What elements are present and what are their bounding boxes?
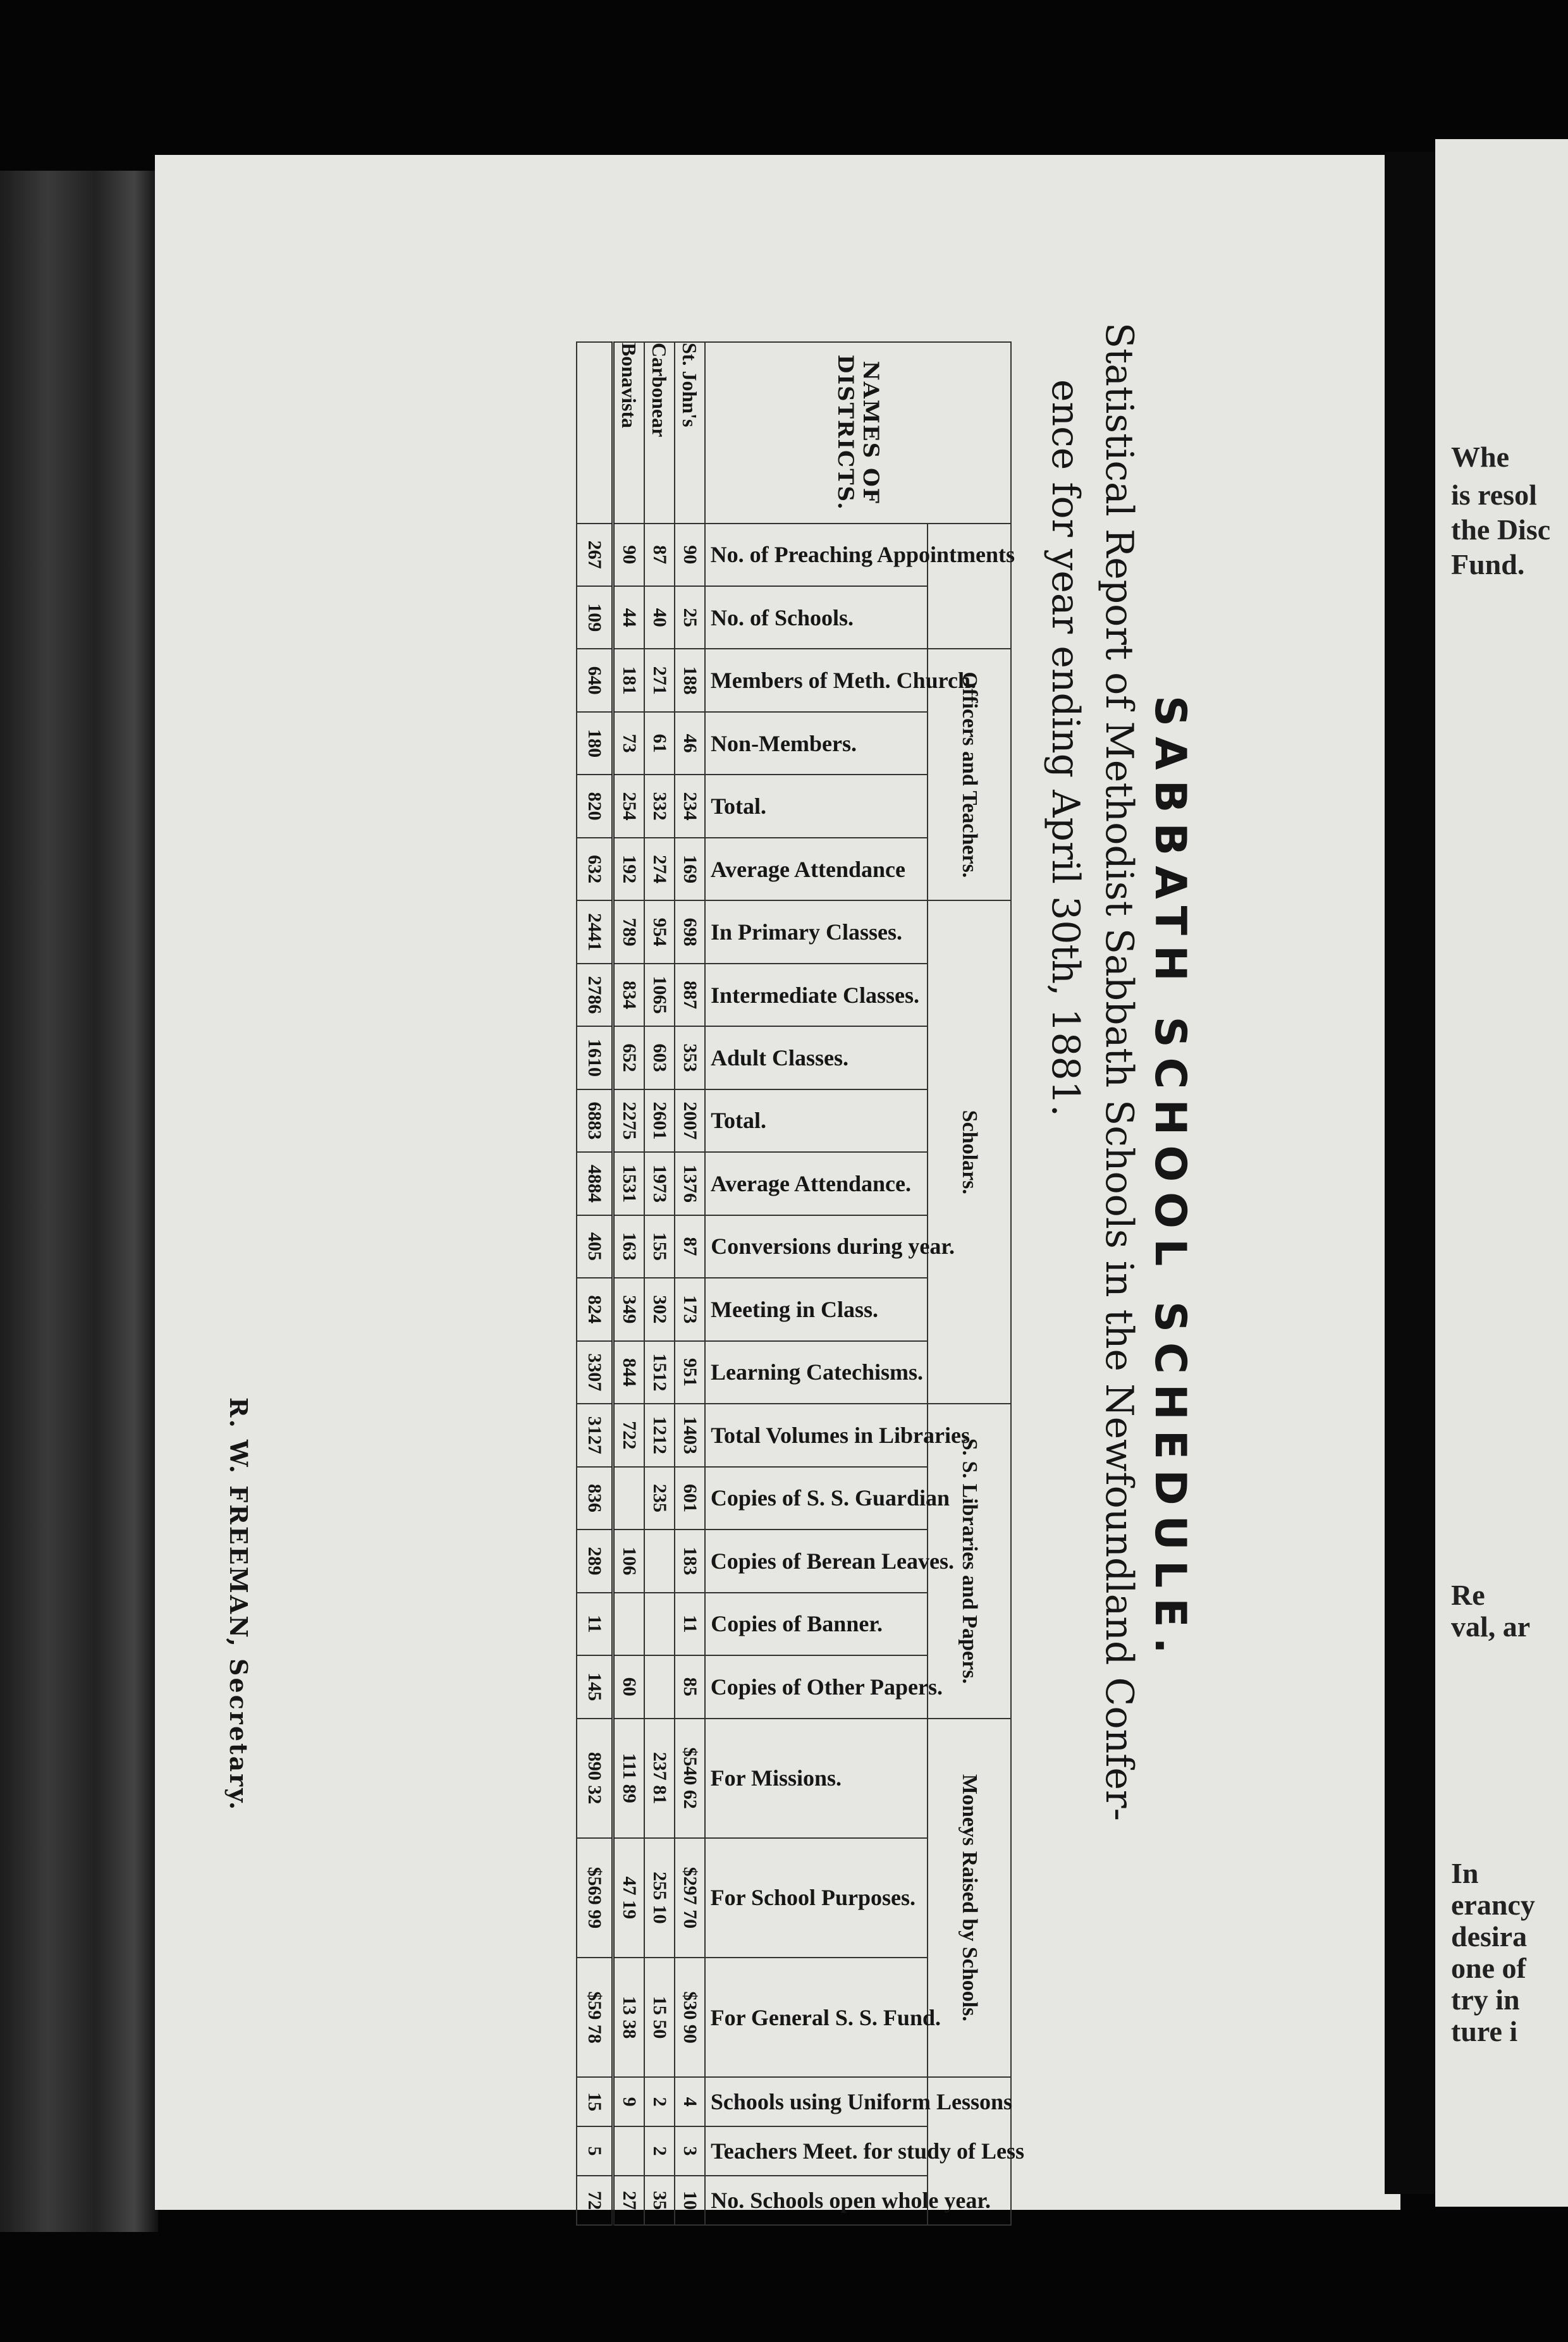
column-header: No. of Schools. xyxy=(711,604,854,630)
table-cell: 25 xyxy=(675,586,705,649)
column-header: In Primary Classes. xyxy=(711,919,902,945)
scholars-group: Scholars. xyxy=(928,900,1011,1404)
table-cell: $540 62 xyxy=(675,1719,705,1838)
table-cell xyxy=(644,1593,675,1655)
report-subtitle-line1: Statistical Report of Methodist Sabbath Schools in the Newfoundland Confer- xyxy=(1097,322,1141,1821)
column-header: Copies of S. S. Guardian xyxy=(711,1485,950,1511)
table-cell: 2007 xyxy=(675,1089,705,1152)
column-header: Total. xyxy=(711,794,766,819)
table-cell: 85 xyxy=(675,1655,705,1719)
table-cell: 1212 xyxy=(644,1404,675,1466)
table-row xyxy=(644,342,675,2225)
table-cell: 2601 xyxy=(644,1089,675,1152)
adjacent-line: Re xyxy=(1451,1579,1485,1611)
total-cell: 289 xyxy=(577,1530,613,1592)
total-cell: 72 xyxy=(577,2176,613,2225)
table-cell: 601 xyxy=(675,1467,705,1530)
table-cell: 887 xyxy=(675,964,705,1026)
table-cell: 834 xyxy=(613,964,645,1026)
table-cell: 255 10 xyxy=(644,1838,675,1958)
column-header-row xyxy=(705,342,928,2225)
table-cell: 1065 xyxy=(644,964,675,1026)
total-cell: 145 xyxy=(577,1655,613,1719)
total-cell: 824 xyxy=(577,1278,613,1340)
column-header: Copies of Other Papers. xyxy=(711,1674,943,1700)
statistics-table xyxy=(576,341,1024,2226)
table-cell: 169 xyxy=(675,838,705,900)
table-cell: 90 xyxy=(675,524,705,586)
adjacent-line: erancy xyxy=(1451,1889,1535,1921)
table-cell: 353 xyxy=(675,1026,705,1089)
page-gutter xyxy=(1385,152,1435,2194)
total-cell: 6883 xyxy=(577,1089,613,1152)
total-cell: 2786 xyxy=(577,964,613,1026)
table-cell xyxy=(613,1593,645,1655)
table-cell: 652 xyxy=(613,1026,645,1089)
libraries-papers-group: S. S. Libraries and Papers. xyxy=(928,1404,1011,1718)
table-cell: 106 xyxy=(613,1530,645,1592)
table-cell: 35 xyxy=(644,2176,675,2225)
total-cell: 109 xyxy=(577,586,613,649)
table-cell: 2275 xyxy=(613,1089,645,1152)
total-cell: 890 32 xyxy=(577,1719,613,1838)
table-cell: 111 89 xyxy=(613,1719,645,1838)
table-cell: 173 xyxy=(675,1278,705,1340)
column-header: No. of Preaching Appointments xyxy=(711,542,1015,568)
report-subtitle-line2: ence for year ending April 30th, 1881. xyxy=(1043,379,1087,1117)
table-cell: 274 xyxy=(644,838,675,900)
table-cell: 46 xyxy=(675,712,705,775)
table-cell: 789 xyxy=(613,900,645,963)
column-header: Intermediate Classes. xyxy=(711,982,919,1008)
table-cell: 1512 xyxy=(644,1341,675,1404)
total-cell: 2441 xyxy=(577,900,613,963)
adjacent-line: val, ar xyxy=(1451,1610,1531,1643)
table-cell: 234 xyxy=(675,775,705,837)
column-header: Copies of Berean Leaves. xyxy=(711,1548,955,1574)
table-cell: 1403 xyxy=(675,1404,705,1466)
adjacent-line: desira xyxy=(1451,1920,1528,1953)
report-title: SABBATH SCHOOL SCHEDULE. xyxy=(1145,696,1195,1664)
table-cell: 90 xyxy=(613,524,645,586)
total-cell: $59 78 xyxy=(577,1958,613,2077)
total-cell: $569 99 xyxy=(577,1838,613,1958)
table-cell xyxy=(644,1655,675,1719)
table-cell: 9 xyxy=(613,2077,645,2126)
district-name: St. John's xyxy=(675,342,705,524)
column-header: Teachers Meet. for study of Less xyxy=(711,2138,1024,2164)
adjacent-line: the Disc xyxy=(1451,513,1551,546)
table-cell: 27 xyxy=(613,2176,645,2225)
table-cell: 188 xyxy=(675,649,705,711)
column-header: Total Volumes in Libraries xyxy=(711,1422,970,1448)
total-cell: 180 xyxy=(577,712,613,775)
table-cell xyxy=(644,1530,675,1592)
secretary-signature: R. W. FREEMAN, Secretary. xyxy=(224,1397,253,1812)
table-cell: 47 19 xyxy=(613,1838,645,1958)
table-cell: 332 xyxy=(644,775,675,837)
column-header: Meeting in Class. xyxy=(711,1296,878,1322)
table-cell xyxy=(613,1467,645,1530)
table-cell: 10 xyxy=(675,2176,705,2225)
total-cell: 11 xyxy=(577,1593,613,1655)
table-cell: 722 xyxy=(613,1404,645,1466)
table-cell: 235 xyxy=(644,1467,675,1530)
table-cell: 237 81 xyxy=(644,1719,675,1838)
names-of-districts-header: NAMES OF DISTRICTS. xyxy=(705,342,1011,524)
table-cell: 192 xyxy=(613,838,645,900)
adjacent-line: one of xyxy=(1451,1952,1526,1984)
adjacent-line: try in xyxy=(1451,1983,1520,2016)
table-cell: 13 38 xyxy=(613,1958,645,2077)
totals-label-cell xyxy=(577,342,613,524)
table-cell: 181 xyxy=(613,649,645,711)
total-cell: 632 xyxy=(577,838,613,900)
total-cell: 820 xyxy=(577,775,613,837)
column-header: Learning Catechisms. xyxy=(711,1359,923,1385)
total-cell: 3307 xyxy=(577,1341,613,1404)
table-cell: 40 xyxy=(644,586,675,649)
table-cell xyxy=(613,2126,645,2176)
column-header: Non-Members. xyxy=(711,730,857,756)
rotated-report xyxy=(76,303,1214,2251)
total-cell: 3127 xyxy=(577,1404,613,1466)
totals-row xyxy=(577,342,613,2225)
table-cell: 87 xyxy=(644,524,675,586)
table-cell: 954 xyxy=(644,900,675,963)
total-cell: 836 xyxy=(577,1467,613,1530)
table-cell: $30 90 xyxy=(675,1958,705,2077)
table-cell: 87 xyxy=(675,1215,705,1278)
group-header-row xyxy=(928,342,1011,2225)
adjacent-line: ture i xyxy=(1451,2015,1518,2047)
table-cell: 163 xyxy=(613,1215,645,1278)
total-cell: 15 xyxy=(577,2077,613,2126)
column-header: Schools using Uniform Lessons xyxy=(711,2089,1013,2115)
table-cell: 73 xyxy=(613,712,645,775)
column-header: Copies of Banner. xyxy=(711,1611,883,1637)
column-header: Adult Classes. xyxy=(711,1045,849,1071)
total-cell: 4884 xyxy=(577,1152,613,1215)
table-cell: 15 50 xyxy=(644,1958,675,2077)
column-header: Average Attendance. xyxy=(711,1170,912,1196)
table-row xyxy=(675,342,705,2225)
total-cell: 267 xyxy=(577,524,613,586)
table-cell: 60 xyxy=(613,1655,645,1719)
table-cell: 2 xyxy=(644,2077,675,2126)
officers-teachers-group: Officers and Teachers. xyxy=(928,649,1011,900)
adjacent-line: is resol xyxy=(1451,479,1537,511)
table-cell: 844 xyxy=(613,1341,645,1404)
total-cell: 1610 xyxy=(577,1026,613,1089)
column-header: Total. xyxy=(711,1108,766,1134)
table-cell: 698 xyxy=(675,900,705,963)
table-cell: 3 xyxy=(675,2126,705,2176)
table-cell: 271 xyxy=(644,649,675,711)
table-cell: 254 xyxy=(613,775,645,837)
table-cell: 603 xyxy=(644,1026,675,1089)
total-cell: 405 xyxy=(577,1215,613,1278)
table-cell: 302 xyxy=(644,1278,675,1340)
table-cell: 951 xyxy=(675,1341,705,1404)
adjacent-line: In xyxy=(1451,1857,1479,1889)
table-cell: 183 xyxy=(675,1530,705,1592)
table-cell: 11 xyxy=(675,1593,705,1655)
table-row xyxy=(613,342,645,2225)
table-body xyxy=(577,342,705,2225)
table-cell: 1531 xyxy=(613,1152,645,1215)
district-name: Bonavista xyxy=(613,342,645,524)
total-cell: 640 xyxy=(577,649,613,711)
adjacent-line: Whe xyxy=(1451,441,1509,473)
column-header: Members of Meth. Church. xyxy=(711,668,977,694)
table-cell: 4 xyxy=(675,2077,705,2126)
total-cell: 5 xyxy=(577,2126,613,2176)
column-header: For Missions. xyxy=(711,1765,842,1791)
table-cell: 44 xyxy=(613,586,645,649)
moneys-raised-group: Moneys Raised by Schools. xyxy=(928,1719,1011,2078)
column-header: Conversions during year. xyxy=(711,1234,955,1260)
column-header: Average Attendance xyxy=(711,856,906,882)
column-header: For General S. S. Fund. xyxy=(711,2004,941,2030)
table-cell: 1376 xyxy=(675,1152,705,1215)
table-cell: 61 xyxy=(644,712,675,775)
district-name: Carbonear xyxy=(644,342,675,524)
adjacent-line: Fund. xyxy=(1451,548,1525,580)
column-header: For School Purposes. xyxy=(711,1885,916,1911)
table-cell: 155 xyxy=(644,1215,675,1278)
table-cell: 2 xyxy=(644,2126,675,2176)
table-cell: $297 70 xyxy=(675,1838,705,1958)
table-cell: 1973 xyxy=(644,1152,675,1215)
table-cell: 349 xyxy=(613,1278,645,1340)
column-header: No. Schools open whole year. xyxy=(711,2187,991,2213)
